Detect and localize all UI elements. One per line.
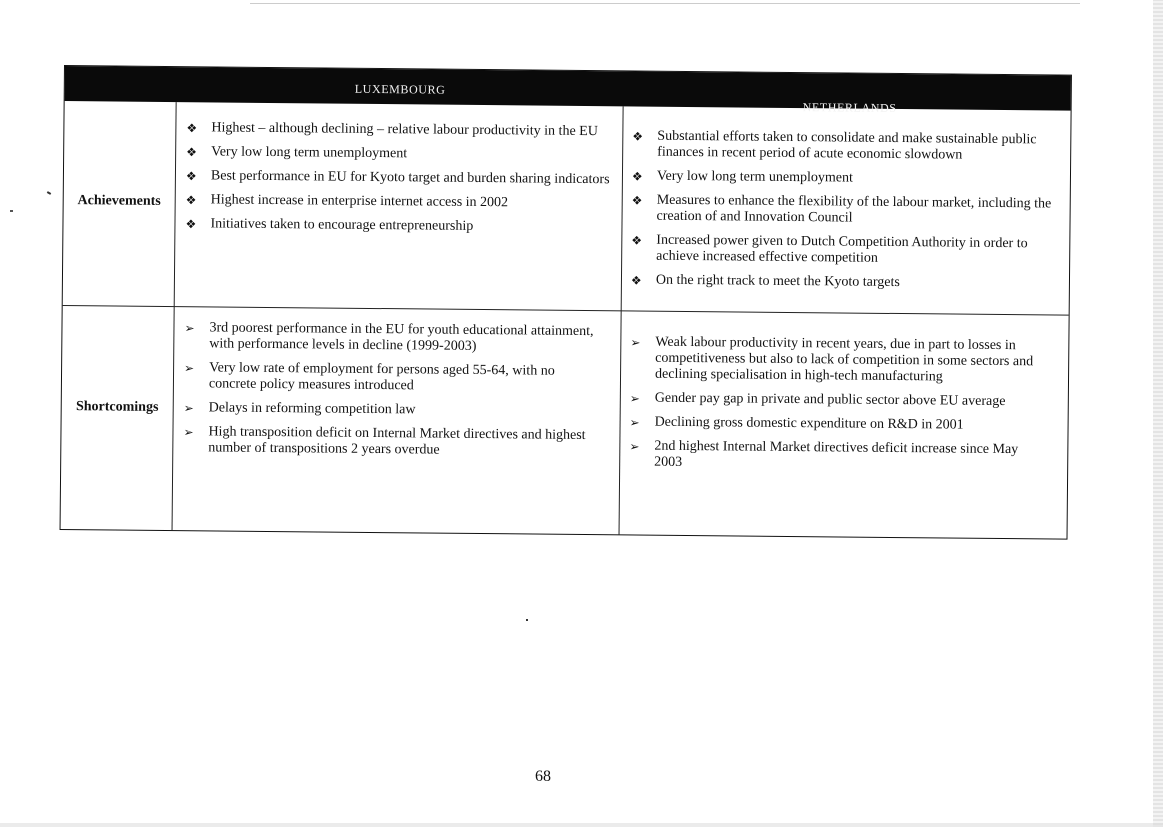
scan-artifact-mark (10, 210, 13, 212)
list-item (186, 168, 616, 188)
list-item (631, 272, 1061, 292)
scan-artifact-mark (47, 191, 51, 195)
list-item (629, 438, 1049, 474)
list-item (184, 320, 594, 356)
cell-luxembourg-achievements (185, 120, 616, 244)
arrow-bullet-icon: ➢ (629, 391, 640, 406)
scan-artifact-edge (1153, 0, 1163, 827)
list-item (184, 360, 594, 396)
diamond-bullet-icon: ❖ (631, 169, 643, 184)
list-item-text: Substantial efforts taken to consolidate and make sustainable public finances in recent period of acute economic slowdown (657, 128, 1037, 163)
diamond-bullet-icon: ❖ (185, 169, 197, 184)
row-label-achievements: Achievements (77, 193, 161, 209)
diamond-bullet-icon: ❖ (186, 145, 198, 160)
diamond-bullet-icon: ❖ (630, 273, 642, 288)
diamond-bullet-icon: ❖ (631, 233, 643, 248)
comparison-table (60, 65, 1072, 540)
arrow-bullet-icon: ➢ (629, 439, 640, 454)
arrow-bullet-icon: ➢ (630, 335, 641, 350)
list-item-text: Weak labour productivity in recent years, due in part to losses in competitiveness but also to lack of competition in some sectors and declining specialisation in high-tech manufacturing (654, 334, 1034, 385)
list-item (630, 414, 1050, 434)
list-item-text: Gender pay gap in private and public sector above EU average (654, 390, 1006, 410)
arrow-bullet-icon: ➢ (184, 321, 195, 336)
bullet-list (629, 334, 1050, 474)
list-item-text: High transposition deficit on Internal Market directives and highest number of transpositions 2 years overdue (208, 424, 586, 458)
bullet-list (185, 120, 616, 236)
list-item-text: Declining gross domestic expenditure on R&D in 2001 (654, 414, 964, 433)
list-item (186, 120, 616, 140)
column-header-luxembourg: LUXEMBOURG (354, 81, 446, 97)
row-label-shortcomings: Shortcomings (75, 399, 159, 415)
list-item-text: On the right track to meet the Kyoto targets (655, 272, 900, 291)
list-item (184, 400, 594, 420)
list-item-text: Very low rate of employment for persons aged 55-64, with no concrete policy measures introduced (208, 360, 555, 394)
list-item (630, 390, 1050, 410)
list-item-text: Increased power given to Dutch Competition Authority in order to achieve increased effective competition (656, 232, 1028, 266)
list-item-text: Measures to enhance the flexibility of the labour market, including the creation of and Innovation Council (656, 192, 1052, 226)
diamond-bullet-icon: ❖ (185, 217, 197, 232)
arrow-bullet-icon: ➢ (183, 401, 194, 416)
list-item-text: Delays in reforming competition law (208, 400, 416, 418)
diamond-bullet-icon: ❖ (185, 193, 197, 208)
list-item (183, 424, 593, 460)
list-item (632, 168, 1062, 188)
list-item (186, 144, 616, 164)
table-header (65, 66, 1071, 115)
column-divider (619, 106, 624, 534)
bullet-list (183, 320, 594, 460)
list-item-text: 2nd highest Internal Market directives deficit increase since May 2003 (654, 438, 1019, 470)
list-item-text: Highest increase in enterprise internet access in 2002 (210, 192, 509, 211)
list-item-text: 3rd poorest performance in the EU for youth educational attainment, with performance levels in decline (1999-2003) (209, 320, 594, 354)
list-item-text: Very low long term unemployment (656, 168, 853, 186)
arrow-bullet-icon: ➢ (183, 425, 194, 440)
scan-artifact-bottom (0, 823, 1163, 827)
scan-artifact-mark (526, 619, 528, 621)
diamond-bullet-icon: ❖ (186, 121, 198, 136)
scan-artifact-line (250, 3, 1080, 4)
cell-netherlands-shortcomings (629, 334, 1050, 482)
arrow-bullet-icon: ➢ (629, 415, 640, 430)
list-item (631, 192, 1061, 228)
diamond-bullet-icon: ❖ (631, 193, 643, 208)
list-item-text: Initiatives taken to encourage entrepreneurship (210, 216, 474, 234)
cell-netherlands-achievements (631, 128, 1063, 300)
list-item (632, 128, 1062, 164)
list-item-text: Highest – although declining – relative labour productivity in the EU (211, 120, 598, 140)
arrow-bullet-icon: ➢ (184, 361, 195, 376)
bullet-list (631, 128, 1063, 292)
diamond-bullet-icon: ❖ (632, 129, 644, 144)
list-item-text: Best performance in EU for Kyoto target and burden sharing indicators (210, 168, 610, 188)
cell-luxembourg-shortcomings (183, 320, 594, 468)
list-item (631, 232, 1061, 268)
column-header-netherlands: NETHERLANDS (802, 100, 897, 115)
list-item (185, 216, 615, 236)
list-item (630, 334, 1050, 386)
page-number: 68 (535, 768, 551, 785)
list-item (186, 192, 616, 212)
row-divider (63, 305, 1069, 316)
list-item-text: Very low long term unemployment (211, 144, 408, 162)
column-divider (172, 102, 177, 530)
